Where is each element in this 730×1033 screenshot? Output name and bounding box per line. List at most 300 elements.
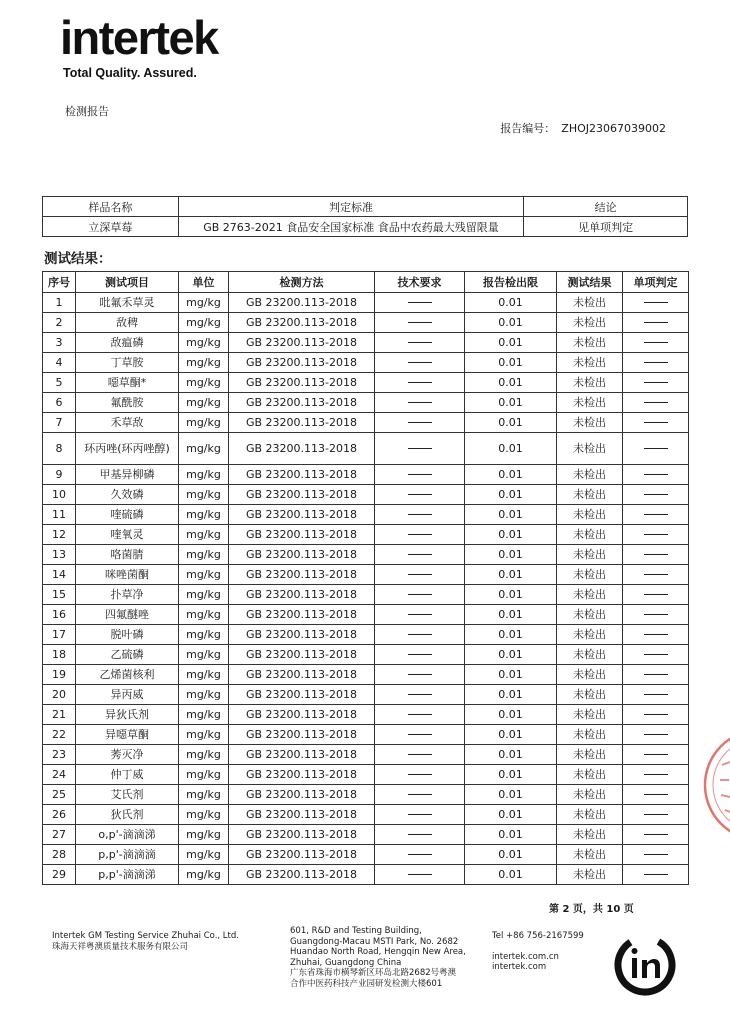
row-detection-limit: 0.01 — [465, 545, 557, 565]
sample-info-table — [42, 196, 688, 237]
dash-mark — [408, 814, 432, 815]
dash-mark — [408, 514, 432, 515]
row-item: 异丙威 — [76, 685, 179, 705]
telephone: Tel +86 756-2167599 — [492, 931, 584, 941]
row-item: 咪唑菌酮 — [76, 565, 179, 585]
row-method: GB 23200.113-2018 — [229, 585, 375, 605]
row-unit: mg/kg — [179, 645, 229, 665]
table-row — [43, 293, 689, 313]
row-requirement — [375, 353, 465, 373]
row-item: 吡氟禾草灵 — [76, 293, 179, 313]
row-detection-limit: 0.01 — [465, 725, 557, 745]
row-detection-limit: 0.01 — [465, 705, 557, 725]
row-unit: mg/kg — [179, 865, 229, 885]
dash-mark — [644, 614, 668, 615]
row-detection-limit: 0.01 — [465, 353, 557, 373]
table-row — [43, 705, 689, 725]
row-detection-limit: 0.01 — [465, 333, 557, 353]
dash-mark — [644, 382, 668, 383]
row-unit: mg/kg — [179, 485, 229, 505]
table-row — [43, 585, 689, 605]
row-unit: mg/kg — [179, 625, 229, 645]
dash-mark — [408, 674, 432, 675]
row-detection-limit: 0.01 — [465, 745, 557, 765]
row-detection-limit: 0.01 — [465, 313, 557, 333]
row-judgement — [623, 665, 689, 685]
dash-mark — [644, 574, 668, 575]
row-item: 扑草净 — [76, 585, 179, 605]
row-no: 8 — [43, 433, 76, 465]
row-detection-limit: 0.01 — [465, 665, 557, 685]
row-unit: mg/kg — [179, 585, 229, 605]
row-detection-limit: 0.01 — [465, 805, 557, 825]
row-no: 11 — [43, 505, 76, 525]
row-requirement — [375, 565, 465, 585]
dash-mark — [408, 694, 432, 695]
row-no: 15 — [43, 585, 76, 605]
row-unit: mg/kg — [179, 293, 229, 313]
row-unit: mg/kg — [179, 745, 229, 765]
row-method: GB 23200.113-2018 — [229, 825, 375, 845]
dash-mark — [408, 734, 432, 735]
row-unit: mg/kg — [179, 705, 229, 725]
footer-address — [290, 926, 466, 989]
row-judgement — [623, 765, 689, 785]
dash-mark — [408, 714, 432, 715]
row-item: 狄氏剂 — [76, 805, 179, 825]
row-detection-limit: 0.01 — [465, 465, 557, 485]
dash-mark — [644, 534, 668, 535]
row-method: GB 23200.113-2018 — [229, 605, 375, 625]
row-requirement — [375, 373, 465, 393]
document-type: 检测报告 — [65, 105, 109, 118]
dash-mark — [408, 574, 432, 575]
row-judgement — [623, 705, 689, 725]
row-item: 异噁草酮 — [76, 725, 179, 745]
dash-mark — [644, 342, 668, 343]
dash-mark — [408, 614, 432, 615]
standard-header: 判定标准 — [178, 197, 523, 217]
row-result: 未检出 — [557, 765, 623, 785]
row-requirement — [375, 333, 465, 353]
row-judgement — [623, 565, 689, 585]
row-result: 未检出 — [557, 313, 623, 333]
sample-name: 立深草莓 — [43, 217, 179, 237]
row-unit: mg/kg — [179, 413, 229, 433]
dash-mark — [408, 774, 432, 775]
address-line: 601, R&D and Testing Building, — [290, 926, 422, 936]
row-judgement — [623, 485, 689, 505]
row-method: GB 23200.113-2018 — [229, 705, 375, 725]
row-judgement — [623, 525, 689, 545]
row-item: p,p'-滴滴滴 — [76, 845, 179, 865]
dash-mark — [408, 874, 432, 875]
table-row — [43, 485, 689, 505]
row-result: 未检出 — [557, 685, 623, 705]
table-row — [43, 765, 689, 785]
row-method: GB 23200.113-2018 — [229, 545, 375, 565]
dash-mark — [644, 322, 668, 323]
row-item: 环丙唑(环丙唑醇) — [76, 433, 179, 465]
row-result: 未检出 — [557, 845, 623, 865]
row-judgement — [623, 785, 689, 805]
dash-mark — [644, 694, 668, 695]
dash-mark — [644, 754, 668, 755]
table-row — [43, 645, 689, 665]
row-method: GB 23200.113-2018 — [229, 625, 375, 645]
results-table — [42, 271, 689, 885]
row-unit: mg/kg — [179, 785, 229, 805]
row-requirement — [375, 525, 465, 545]
results-header-row — [43, 272, 689, 293]
row-judgement — [623, 373, 689, 393]
row-item: 敌瘟磷 — [76, 333, 179, 353]
dash-mark — [408, 554, 432, 555]
dash-mark — [644, 734, 668, 735]
row-unit: mg/kg — [179, 605, 229, 625]
sample-name-header: 样品名称 — [43, 197, 179, 217]
row-item: o,p'-滴滴涕 — [76, 825, 179, 845]
row-unit: mg/kg — [179, 845, 229, 865]
row-method: GB 23200.113-2018 — [229, 805, 375, 825]
row-method: GB 23200.113-2018 — [229, 845, 375, 865]
row-no: 20 — [43, 685, 76, 705]
website-com[interactable]: intertek.com — [492, 962, 547, 972]
dash-mark — [644, 422, 668, 423]
dash-mark — [408, 634, 432, 635]
row-unit: mg/kg — [179, 433, 229, 465]
address-line: Huandao North Road, Hengqin New Area, — [290, 947, 466, 957]
row-no: 6 — [43, 393, 76, 413]
table-row — [43, 805, 689, 825]
table-row — [43, 625, 689, 645]
row-item: 噁草酮* — [76, 373, 179, 393]
row-no: 22 — [43, 725, 76, 745]
row-unit: mg/kg — [179, 545, 229, 565]
row-item: 艾氏剂 — [76, 785, 179, 805]
row-unit: mg/kg — [179, 725, 229, 745]
row-no: 1 — [43, 293, 76, 313]
row-unit: mg/kg — [179, 685, 229, 705]
dash-mark — [408, 794, 432, 795]
dash-mark — [644, 362, 668, 363]
dash-mark — [644, 674, 668, 675]
report-number — [500, 120, 666, 136]
row-detection-limit: 0.01 — [465, 645, 557, 665]
row-result: 未检出 — [557, 353, 623, 373]
row-judgement — [623, 605, 689, 625]
row-result: 未检出 — [557, 705, 623, 725]
row-result: 未检出 — [557, 545, 623, 565]
row-requirement — [375, 293, 465, 313]
row-requirement — [375, 845, 465, 865]
row-detection-limit: 0.01 — [465, 293, 557, 313]
intertek-in-logo-icon — [610, 930, 680, 1000]
address-line: Guangdong-Macau MSTI Park, No. 2682 — [290, 936, 459, 947]
row-result: 未检出 — [557, 433, 623, 465]
row-method: GB 23200.113-2018 — [229, 333, 375, 353]
standard: GB 2763-2021 食品安全国家标准 食品中农药最大残留限量 — [178, 217, 523, 237]
dash-mark — [408, 382, 432, 383]
row-requirement — [375, 625, 465, 645]
row-item: 莠灭净 — [76, 745, 179, 765]
row-no: 27 — [43, 825, 76, 845]
row-result: 未检出 — [557, 525, 623, 545]
row-method: GB 23200.113-2018 — [229, 725, 375, 745]
row-item: 甲基异柳磷 — [76, 465, 179, 485]
row-item: 乙烯菌核利 — [76, 665, 179, 685]
row-requirement — [375, 505, 465, 525]
dash-mark — [408, 322, 432, 323]
row-result: 未检出 — [557, 413, 623, 433]
row-detection-limit: 0.01 — [465, 765, 557, 785]
row-judgement — [623, 825, 689, 845]
row-result: 未检出 — [557, 625, 623, 645]
dash-mark — [644, 794, 668, 795]
table-row — [43, 605, 689, 625]
footer-contact — [492, 931, 584, 973]
row-unit: mg/kg — [179, 353, 229, 373]
row-result: 未检出 — [557, 665, 623, 685]
row-unit: mg/kg — [179, 565, 229, 585]
table-row — [43, 685, 689, 705]
table-row — [43, 373, 689, 393]
row-detection-limit: 0.01 — [465, 373, 557, 393]
row-unit: mg/kg — [179, 505, 229, 525]
row-method: GB 23200.113-2018 — [229, 373, 375, 393]
row-requirement — [375, 825, 465, 845]
row-detection-limit: 0.01 — [465, 565, 557, 585]
row-unit: mg/kg — [179, 805, 229, 825]
row-unit: mg/kg — [179, 333, 229, 353]
row-requirement — [375, 645, 465, 665]
table-row — [43, 525, 689, 545]
row-no: 12 — [43, 525, 76, 545]
row-result: 未检出 — [557, 373, 623, 393]
row-requirement — [375, 485, 465, 505]
row-no: 29 — [43, 865, 76, 885]
row-no: 3 — [43, 333, 76, 353]
row-no: 18 — [43, 645, 76, 665]
row-requirement — [375, 765, 465, 785]
row-requirement — [375, 705, 465, 725]
row-no: 10 — [43, 485, 76, 505]
row-no: 21 — [43, 705, 76, 725]
row-no: 24 — [43, 765, 76, 785]
page-indicator: 第 2 页，共 10 页 — [549, 904, 634, 915]
row-judgement — [623, 353, 689, 373]
table-row — [43, 545, 689, 565]
table-row — [43, 465, 689, 485]
row-method: GB 23200.113-2018 — [229, 485, 375, 505]
row-detection-limit: 0.01 — [465, 485, 557, 505]
row-method: GB 23200.113-2018 — [229, 765, 375, 785]
dash-mark — [408, 342, 432, 343]
website-cn[interactable]: intertek.com.cn — [492, 951, 559, 962]
row-method: GB 23200.113-2018 — [229, 645, 375, 665]
row-detection-limit: 0.01 — [465, 433, 557, 465]
row-method: GB 23200.113-2018 — [229, 465, 375, 485]
row-requirement — [375, 865, 465, 885]
table-row — [43, 745, 689, 765]
row-requirement — [375, 745, 465, 765]
row-unit: mg/kg — [179, 825, 229, 845]
row-unit: mg/kg — [179, 665, 229, 685]
row-detection-limit: 0.01 — [465, 525, 557, 545]
row-item: 脱叶磷 — [76, 625, 179, 645]
row-detection-limit: 0.01 — [465, 785, 557, 805]
row-unit: mg/kg — [179, 465, 229, 485]
table-row — [43, 865, 689, 885]
row-detection-limit: 0.01 — [465, 625, 557, 645]
table-row — [43, 353, 689, 373]
row-detection-limit: 0.01 — [465, 825, 557, 845]
row-result: 未检出 — [557, 605, 623, 625]
row-item: p,p'-滴滴涕 — [76, 865, 179, 885]
col-result: 测试结果 — [557, 272, 623, 293]
row-no: 28 — [43, 845, 76, 865]
table-row — [43, 505, 689, 525]
row-result: 未检出 — [557, 645, 623, 665]
col-detection-limit: 报告检出限 — [465, 272, 557, 293]
report-number-value: ZHOJ23067039002 — [561, 122, 666, 135]
row-judgement — [623, 393, 689, 413]
row-requirement — [375, 785, 465, 805]
row-result: 未检出 — [557, 485, 623, 505]
row-detection-limit: 0.01 — [465, 505, 557, 525]
row-requirement — [375, 665, 465, 685]
table-row — [43, 785, 689, 805]
row-detection-limit: 0.01 — [465, 605, 557, 625]
row-item: 乙硫磷 — [76, 645, 179, 665]
col-no: 序号 — [43, 272, 76, 293]
row-judgement — [623, 293, 689, 313]
row-unit: mg/kg — [179, 765, 229, 785]
dash-mark — [408, 448, 432, 449]
row-requirement — [375, 465, 465, 485]
dash-mark — [644, 594, 668, 595]
row-requirement — [375, 585, 465, 605]
row-unit: mg/kg — [179, 393, 229, 413]
footer-company — [52, 931, 239, 952]
dash-mark — [408, 594, 432, 595]
row-method: GB 23200.113-2018 — [229, 413, 375, 433]
row-no: 23 — [43, 745, 76, 765]
dash-mark — [408, 302, 432, 303]
table-row — [43, 313, 689, 333]
row-item: 喹硫磷 — [76, 505, 179, 525]
row-detection-limit: 0.01 — [465, 845, 557, 865]
row-result: 未检出 — [557, 333, 623, 353]
dash-mark — [408, 834, 432, 835]
row-judgement — [623, 805, 689, 825]
row-judgement — [623, 545, 689, 565]
row-requirement — [375, 413, 465, 433]
row-judgement — [623, 505, 689, 525]
row-judgement — [623, 725, 689, 745]
row-method: GB 23200.113-2018 — [229, 785, 375, 805]
col-method: 检测方法 — [229, 272, 375, 293]
table-row — [43, 393, 689, 413]
table-row — [43, 725, 689, 745]
row-detection-limit: 0.01 — [465, 585, 557, 605]
row-result: 未检出 — [557, 825, 623, 845]
row-judgement — [623, 625, 689, 645]
row-result: 未检出 — [557, 393, 623, 413]
row-judgement — [623, 413, 689, 433]
row-no: 25 — [43, 785, 76, 805]
conclusion: 见单项判定 — [524, 217, 688, 237]
row-no: 4 — [43, 353, 76, 373]
col-unit: 单位 — [179, 272, 229, 293]
table-row — [43, 825, 689, 845]
dash-mark — [644, 714, 668, 715]
row-no: 7 — [43, 413, 76, 433]
dash-mark — [644, 302, 668, 303]
row-item: 丁草胺 — [76, 353, 179, 373]
dash-mark — [408, 474, 432, 475]
dash-mark — [644, 654, 668, 655]
row-no: 5 — [43, 373, 76, 393]
row-method: GB 23200.113-2018 — [229, 505, 375, 525]
table-row — [43, 433, 689, 465]
table-row — [43, 333, 689, 353]
dash-mark — [408, 494, 432, 495]
conclusion-header: 结论 — [524, 197, 688, 217]
table-row — [43, 413, 689, 433]
row-item: 咯菌腈 — [76, 545, 179, 565]
row-requirement — [375, 393, 465, 413]
dash-mark — [408, 362, 432, 363]
row-method: GB 23200.113-2018 — [229, 353, 375, 373]
row-method: GB 23200.113-2018 — [229, 525, 375, 545]
row-unit: mg/kg — [179, 373, 229, 393]
row-item: 四氟醚唑 — [76, 605, 179, 625]
row-result: 未检出 — [557, 565, 623, 585]
row-result: 未检出 — [557, 725, 623, 745]
dash-mark — [408, 422, 432, 423]
row-item: 仲丁威 — [76, 765, 179, 785]
table-row — [43, 845, 689, 865]
dash-mark — [644, 474, 668, 475]
row-no: 16 — [43, 605, 76, 625]
dash-mark — [644, 834, 668, 835]
row-result: 未检出 — [557, 293, 623, 313]
row-method: GB 23200.113-2018 — [229, 313, 375, 333]
row-judgement — [623, 433, 689, 465]
dash-mark — [408, 754, 432, 755]
dash-mark — [644, 854, 668, 855]
row-requirement — [375, 805, 465, 825]
row-result: 未检出 — [557, 865, 623, 885]
dash-mark — [644, 874, 668, 875]
address-line: Zhuhai, Guangdong China — [290, 957, 402, 968]
row-unit: mg/kg — [179, 313, 229, 333]
row-judgement — [623, 845, 689, 865]
address-line: 广东省珠海市横琴新区环岛北路2682号粤澳 — [290, 968, 457, 978]
dash-mark — [408, 402, 432, 403]
dash-mark — [644, 402, 668, 403]
row-requirement — [375, 725, 465, 745]
dash-mark — [644, 448, 668, 449]
row-no: 17 — [43, 625, 76, 645]
row-judgement — [623, 745, 689, 765]
tagline: Total Quality. Assured. — [63, 66, 197, 80]
company-name-cn: 珠海天祥粤澳质量技术服务有限公司 — [52, 941, 189, 952]
row-no: 2 — [43, 313, 76, 333]
row-requirement — [375, 545, 465, 565]
row-no: 13 — [43, 545, 76, 565]
